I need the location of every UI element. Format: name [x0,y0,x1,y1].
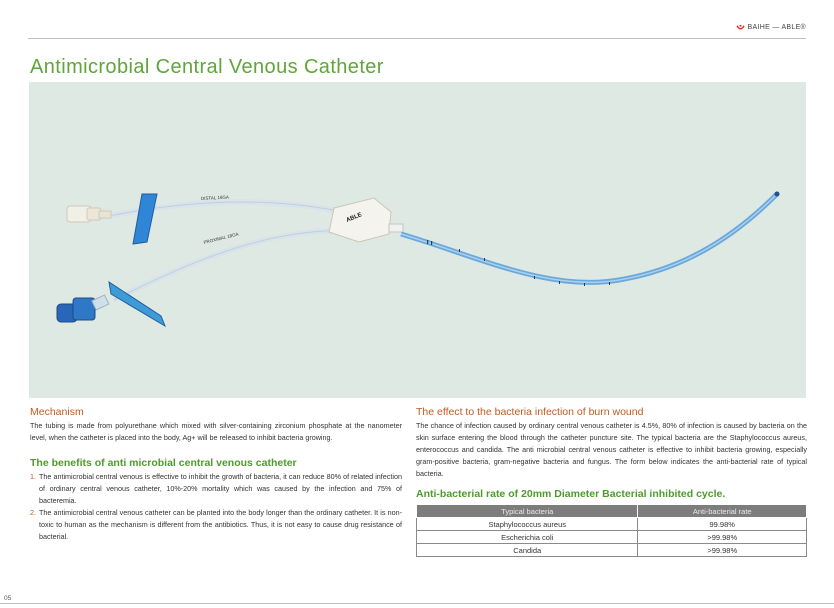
benefits-heading: The benefits of anti microbial central venous catheter [30,457,297,469]
left-column [30,406,402,543]
list-item-number: 2. [30,508,36,517]
rate-table-title: Anti-bacterial rate of 20mm Diameter Bacterial inhibited cycle. [416,488,726,500]
table-cell: Candida [417,544,638,557]
table-row [417,531,807,544]
table-cell: Escherichia coli [417,531,638,544]
table-cell: >99.98% [638,531,807,544]
page-title: Antimicrobial Central Venous Catheter [30,56,384,78]
catheter-photo-icon [29,82,806,398]
list-item [30,507,402,543]
product-photo [29,82,806,398]
table-header-cell: Anti-bacterial rate [638,505,807,518]
mechanism-heading: Mechanism [30,406,84,418]
brand-name: BAIHE — ABLE® [747,24,806,31]
list-item [30,471,402,507]
list-item-number: 1. [30,472,36,481]
proximal-line-label: PROXIMAL 18GA [203,231,240,245]
table-header-row [417,505,807,518]
right-column [416,406,807,557]
bottom-divider [0,603,834,604]
brand-logo [736,24,806,31]
page-number: 05 [4,595,12,602]
list-item-text: The antimicrobial central venous is effective to inhibit the growth of bacteria, it can reduce 80% of related infection of ordinary central venous catheter, 10%-20% mortality which was caused by the infection and 75% of bacteremia. [39,472,402,505]
distal-line-label: DISTAL 16GA [200,194,230,201]
table-cell: >99.98% [638,544,807,557]
list-item-text: The antimicrobial central venous catheter can be planted into the body longer than the ordinary catheter. It is non-toxic to human as the mechanism is different from the antibiotics. Thus, it is not easy to cause drug resistance of bacterial. [39,508,402,541]
burn-effect-heading: The effect to the bacteria infection of burn wound [416,406,644,418]
top-divider [28,38,806,39]
baihe-logo-icon [736,24,745,31]
benefits-list [30,471,402,543]
hub-label: ABLE [345,212,363,224]
mechanism-text: The tubing is made from polyurethane which mixed with silver-containing zirconium phosphate at the nanometer level, when the catheter is placed into the body, Ag+ will be released to inhibit bacteria growing. [30,421,402,442]
anti-bacterial-rate-table [416,504,807,557]
table-cell: 99.98% [638,518,807,531]
table-header-cell: Typical bacteria [417,505,638,518]
burn-effect-text: The chance of infection caused by ordinary central venous catheter is 4.5%, 80% of infection is caused by bacteria on the skin surface entering the blood through the catheter puncture site. The typical bacteria are the Staphylococcus aureus, enterococcus and candida. The anti microbial central venous catheter is effective to inhibit bacteria growing, especially gram-positive bacteria, gram-negative bacteria and fungus. The form below indicates the anti-bacterial rate of typical bacteria. [416,421,807,478]
table-row [417,518,807,531]
table-row [417,544,807,557]
table-cell: Staphylococcus aureus [417,518,638,531]
